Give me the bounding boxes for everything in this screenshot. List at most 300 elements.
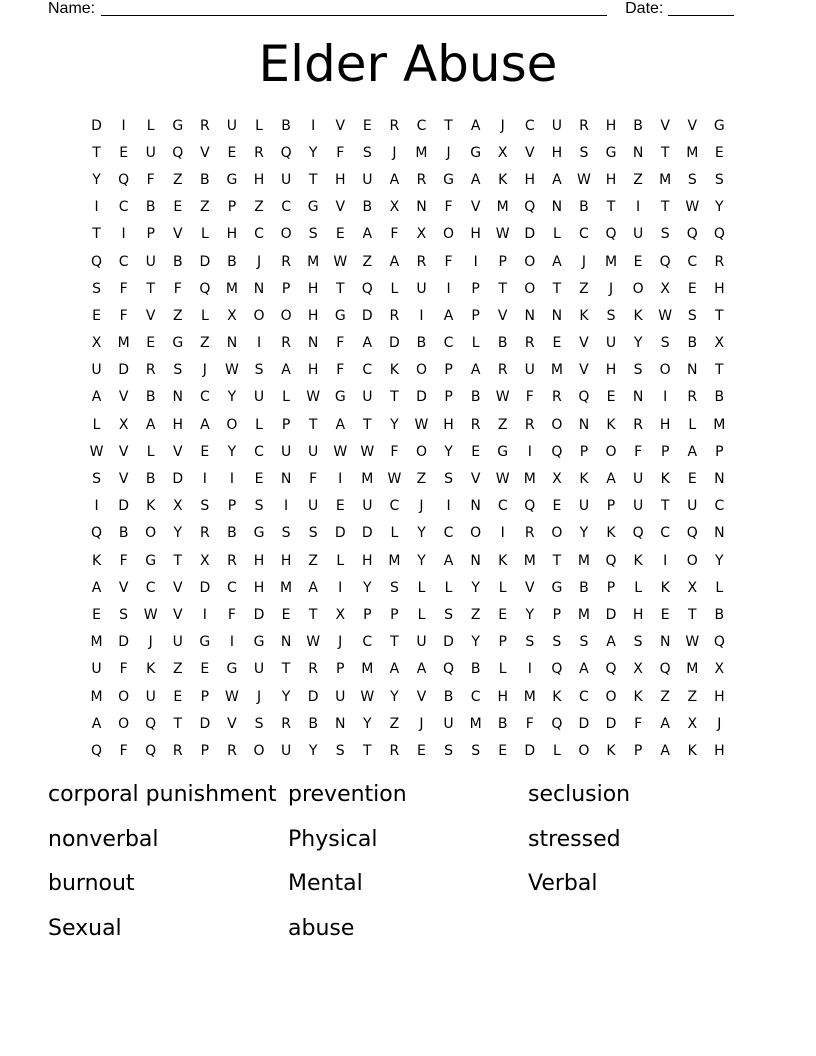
grid-letter: R [416, 171, 427, 188]
grid-letter: K [146, 661, 156, 678]
grid-letter: Z [362, 253, 373, 270]
grid-letter: Y [92, 171, 101, 188]
grid-letter: P [715, 443, 724, 460]
grid-letter: S [660, 226, 670, 243]
grid-letter: E [254, 471, 264, 488]
grid-letter: Y [579, 525, 589, 542]
grid-letter: V [118, 389, 129, 406]
grid-letter: U [145, 688, 156, 705]
grid-letter: M [469, 715, 482, 732]
grid-letter: F [390, 443, 399, 460]
grid-letter: E [200, 661, 210, 678]
grid-letter: S [525, 634, 535, 651]
grid-letter: F [336, 362, 345, 379]
grid-letter: M [415, 144, 428, 161]
grid-letter: M [659, 171, 672, 188]
grid-letter: I [256, 335, 262, 352]
grid-letter: H [714, 688, 725, 705]
grid-letter: D [578, 715, 590, 732]
grid-letter: H [605, 362, 617, 379]
grid-letter: X [91, 335, 102, 352]
grid-row [83, 465, 733, 492]
grid-letter: F [146, 171, 155, 188]
grid-letter: L [282, 389, 290, 406]
grid-letter: O [605, 443, 617, 460]
grid-letter: M [307, 253, 320, 270]
grid-letter: A [552, 171, 562, 188]
grid-letter: E [606, 389, 616, 406]
grid-letter: C [362, 634, 373, 651]
grid-letter: I [338, 579, 343, 596]
grid-letter: W [333, 253, 348, 270]
grid-letter: N [416, 199, 427, 216]
grid-letter: B [145, 199, 156, 216]
grid-letter: L [634, 579, 642, 596]
grid-letter: N [551, 199, 563, 216]
grid-letter: Y [715, 552, 724, 569]
grid-letter: A [145, 416, 156, 433]
grid-letter: F [444, 199, 453, 216]
grid-letter: I [311, 117, 316, 134]
grid-letter: L [552, 742, 561, 759]
grid-letter: U [145, 253, 156, 270]
grid-letter: B [362, 199, 373, 216]
grid-letter: G [443, 171, 454, 188]
grid-letter: H [253, 579, 265, 596]
grid-letter: R [714, 253, 725, 270]
grid-letter: K [552, 688, 562, 705]
grid-letter: P [281, 416, 291, 433]
grid-letter: B [633, 117, 643, 134]
grid-letter: D [199, 253, 211, 270]
grid-letter: M [117, 335, 130, 352]
grid-letter: Q [443, 661, 455, 678]
grid-letter: E [633, 253, 643, 270]
grid-letter: I [338, 471, 343, 488]
grid-letter: B [470, 389, 481, 406]
grid-letter: C [443, 525, 454, 542]
grid-letter: H [307, 362, 319, 379]
grid-letter: F [634, 715, 643, 732]
grid-letter: Y [281, 688, 291, 705]
grid-letter: W [225, 688, 239, 705]
grid-letter: Y [633, 335, 643, 352]
grid-letter: L [552, 226, 561, 243]
grid-letter: N [470, 498, 481, 515]
grid-letter: A [443, 307, 454, 324]
grid-letter: F [119, 661, 128, 678]
grid-letter: X [633, 661, 643, 678]
grid-letter: R [227, 742, 237, 759]
grid-letter: A [416, 661, 427, 678]
grid-letter: R [389, 307, 400, 324]
grid-letter: I [419, 307, 424, 324]
grid-letter: E [471, 443, 481, 460]
grid-letter: L [715, 579, 724, 596]
page-title: Elder Abuse [258, 35, 558, 93]
grid-letter: D [118, 498, 129, 515]
grid-letter: R [687, 389, 698, 406]
grid-letter: R [470, 416, 481, 433]
grid-letter: O [443, 226, 455, 243]
grid-letter: T [335, 280, 345, 297]
grid-letter: X [200, 552, 210, 569]
grid-letter: K [498, 552, 508, 569]
grid-letter: V [525, 144, 535, 161]
grid-letter: Y [173, 525, 183, 542]
grid-letter: E [714, 144, 724, 161]
grid-letter: V [172, 443, 183, 460]
grid-letter: H [307, 307, 319, 324]
grid-letter: T [552, 280, 562, 297]
grid-letter: R [227, 552, 237, 569]
grid-letter: G [605, 144, 617, 161]
grid-letter: N [172, 389, 184, 406]
grid-letter: R [524, 416, 535, 433]
grid-letter: V [227, 715, 237, 732]
grid-letter: B [227, 253, 237, 270]
grid-letter: S [92, 471, 101, 488]
grid-letter: F [336, 144, 345, 161]
grid-letter: K [633, 688, 643, 705]
grid-letter: N [714, 525, 725, 542]
grid-letter: K [606, 416, 616, 433]
grid-letter: E [552, 498, 562, 515]
grid-letter: C [416, 117, 427, 134]
grid-letter: Z [254, 199, 264, 216]
grid-letter: I [94, 498, 99, 515]
grid-letter: K [606, 525, 616, 542]
grid-letter: W [306, 634, 321, 651]
grid-letter: F [227, 606, 236, 623]
grid-letter: I [229, 634, 234, 651]
grid-letter: L [688, 416, 697, 433]
grid-row [83, 166, 733, 193]
grid-letter: P [363, 606, 372, 623]
grid-letter: M [523, 688, 536, 705]
grid-letter: Q [199, 280, 211, 297]
grid-letter: Q [118, 171, 130, 188]
grid-letter: M [90, 688, 103, 705]
grid-letter: J [256, 253, 262, 270]
grid-letter: Y [227, 389, 237, 406]
grid-letter: S [714, 171, 724, 188]
grid-letter: X [335, 606, 346, 623]
word-list-item: prevention [288, 782, 407, 807]
grid-letter: A [443, 552, 454, 569]
grid-letter: Z [633, 171, 643, 188]
grid-letter: Q [713, 634, 725, 651]
grid-letter: C [443, 335, 454, 352]
grid-letter: Q [91, 742, 103, 759]
grid-letter: E [173, 688, 183, 705]
grid-letter: Z [200, 335, 210, 352]
grid-letter: I [121, 117, 126, 134]
word-list-item: stressed [528, 826, 621, 852]
grid-row [83, 384, 733, 411]
grid-letter: R [281, 253, 291, 270]
grid-letter: T [390, 389, 399, 406]
grid-letter: H [551, 144, 563, 161]
grid-letter: R [552, 389, 562, 406]
grid-letter: V [118, 443, 129, 460]
grid-letter: H [226, 226, 238, 243]
grid-letter: W [143, 606, 158, 623]
grid-letter: I [663, 552, 668, 569]
grid-row [83, 411, 733, 438]
grid-letter: R [199, 525, 210, 542]
grid-letter: U [280, 742, 292, 759]
grid-letter: U [362, 498, 373, 515]
grid-letter: Q [551, 661, 563, 678]
grid-letter: Q [632, 525, 644, 542]
grid-letter: B [579, 199, 589, 216]
grid-letter: R [524, 335, 535, 352]
grid-letter: A [362, 335, 373, 352]
grid-letter: Z [687, 688, 698, 705]
grid-letter: P [471, 280, 480, 297]
grid-letter: L [498, 579, 507, 596]
grid-letter: C [389, 498, 400, 515]
grid-letter: P [579, 443, 589, 460]
word-list [48, 778, 768, 957]
grid-letter: D [416, 389, 427, 406]
grid-letter: P [281, 280, 291, 297]
grid-letter: G [226, 661, 238, 678]
grid-letter: U [253, 661, 265, 678]
grid-letter: G [253, 525, 265, 542]
grid-letter: F [390, 226, 399, 243]
grid-letter: P [390, 606, 399, 623]
grid-letter: T [498, 280, 507, 297]
grid-letter: L [498, 661, 507, 678]
grid-letter: Z [308, 552, 318, 569]
grid-letter: N [524, 307, 536, 324]
grid-letter: H [172, 416, 184, 433]
grid-letter: B [497, 715, 508, 732]
grid-letter: U [362, 389, 373, 406]
grid-letter: M [496, 199, 509, 216]
grid-letter: B [281, 117, 291, 134]
grid-letter: O [118, 688, 130, 705]
grid-letter: F [119, 742, 128, 759]
grid-letter: U [253, 389, 265, 406]
grid-letter: J [717, 715, 722, 732]
grid-row [83, 656, 733, 683]
grid-letter: Q [605, 226, 617, 243]
grid-letter: G [497, 443, 509, 460]
grid-letter: P [146, 226, 155, 243]
grid-letter: H [470, 226, 481, 243]
grid-letter: D [118, 634, 129, 651]
grid-letter: S [308, 525, 318, 542]
grid-letter: N [335, 715, 346, 732]
grid-letter: H [497, 688, 508, 705]
grid-letter: A [389, 253, 400, 270]
grid-letter: Z [389, 715, 400, 732]
grid-letter: P [336, 661, 345, 678]
grid-row [83, 112, 733, 139]
grid-letter: S [362, 144, 372, 161]
grid-letter: I [473, 253, 478, 270]
grid-letter: W [495, 389, 510, 406]
grid-letter: G [172, 335, 184, 352]
grid-letter: C [714, 498, 725, 515]
grid-letter: O [253, 307, 265, 324]
grid-letter: D [524, 226, 536, 243]
grid-letter: T [660, 144, 670, 161]
grid-letter: E [200, 443, 210, 460]
grid-letter: W [577, 171, 591, 188]
grid-letter: M [361, 471, 374, 488]
grid-letter: C [362, 362, 373, 379]
grid-letter: U [226, 117, 238, 134]
grid-letter: H [362, 552, 373, 569]
grid-letter: P [498, 253, 507, 270]
grid-letter: H [280, 552, 292, 569]
grid-letter: D [605, 606, 617, 623]
grid-row [83, 275, 733, 302]
grid-letter: Q [551, 443, 563, 460]
grid-letter: R [199, 117, 210, 134]
grid-letter: M [577, 552, 590, 569]
grid-row [83, 194, 733, 221]
grid-letter: C [118, 199, 129, 216]
grid-letter: V [335, 199, 346, 216]
grid-letter: E [281, 606, 291, 623]
grid-letter: E [92, 307, 101, 324]
word-list-item: abuse [288, 916, 355, 942]
grid-letter: D [172, 471, 184, 488]
grid-letter: J [419, 498, 424, 515]
grid-letter: M [90, 634, 103, 651]
grid-letter: C [687, 253, 698, 270]
grid-letter: Z [200, 199, 210, 216]
grid-letter: P [471, 307, 480, 324]
grid-letter: K [606, 742, 616, 759]
grid-letter: O [686, 552, 698, 569]
grid-letter: Q [145, 715, 157, 732]
grid-row [83, 629, 733, 656]
grid-letter: T [308, 416, 318, 433]
grid-letter: U [578, 498, 590, 515]
grid-letter: S [281, 525, 291, 542]
grid-letter: S [119, 606, 129, 623]
grid-letter: S [687, 171, 697, 188]
grid-letter: G [470, 144, 482, 161]
grid-letter: M [280, 579, 293, 596]
grid-letter: N [578, 416, 590, 433]
grid-letter: M [577, 606, 590, 623]
grid-letter: I [636, 199, 641, 216]
grid-letter: E [362, 117, 372, 134]
grid-letter: Q [659, 661, 671, 678]
grid-letter: V [660, 117, 670, 134]
grid-letter: Q [686, 226, 698, 243]
grid-letter: Q [605, 661, 617, 678]
grid-letter: O [524, 280, 536, 297]
grid-letter: V [470, 199, 481, 216]
grid-letter: Q [578, 389, 590, 406]
grid-letter: V [687, 117, 698, 134]
grid-letter: L [471, 335, 480, 352]
grid-letter: K [633, 307, 643, 324]
grid-letter: T [606, 199, 616, 216]
grid-letter: R [389, 742, 400, 759]
grid-letter: R [308, 661, 319, 678]
grid-letter: T [92, 144, 101, 161]
grid-row [83, 357, 733, 384]
grid-letter: B [416, 335, 427, 352]
word-list-item: Verbal [528, 871, 598, 897]
grid-letter: R [579, 117, 589, 134]
grid-letter: E [92, 606, 101, 623]
grid-letter: B [497, 335, 508, 352]
grid-letter: H [659, 416, 671, 433]
grid-letter: S [660, 335, 670, 352]
grid-letter: G [172, 117, 184, 134]
grid-letter: E [417, 742, 426, 759]
grid-letter: C [118, 253, 129, 270]
grid-letter: Y [390, 688, 399, 705]
grid-letter: Y [227, 443, 237, 460]
grid-letter: C [227, 579, 237, 596]
grid-letter: K [498, 171, 508, 188]
grid-letter: C [579, 226, 589, 243]
grid-letter: R [254, 144, 264, 161]
grid-letter: L [200, 307, 209, 324]
grid-letter: D [118, 362, 129, 379]
grid-row [83, 601, 733, 628]
grid-letter: N [226, 335, 238, 352]
grid-letter: D [443, 634, 454, 651]
grid-letter: F [119, 280, 128, 297]
grid-letter: N [280, 471, 292, 488]
grid-letter: K [660, 471, 670, 488]
grid-letter: B [200, 171, 210, 188]
grid-letter: P [444, 389, 453, 406]
grid-letter: X [660, 280, 670, 297]
grid-letter: A [579, 661, 589, 678]
grid-letter: W [333, 443, 348, 460]
word-list-item: Mental [288, 871, 363, 897]
grid-row [83, 248, 733, 275]
grid-letter: V [172, 606, 183, 623]
grid-letter: F [119, 307, 128, 324]
grid-letter: H [524, 171, 536, 188]
grid-letter: M [523, 471, 536, 488]
grid-letter: K [389, 362, 399, 379]
grid-letter: B [470, 661, 481, 678]
grid-letter: P [606, 498, 616, 515]
grid-letter: D [361, 525, 373, 542]
name-date-line [48, 0, 748, 20]
grid-letter: W [658, 307, 673, 324]
grid-letter: N [253, 280, 265, 297]
grid-row [83, 737, 733, 764]
grid-letter: T [92, 226, 101, 243]
grid-letter: X [172, 498, 183, 515]
grid-row [83, 139, 733, 166]
grid-row [83, 438, 733, 465]
grid-letter: W [360, 688, 375, 705]
grid-letter: A [687, 443, 698, 460]
grid-letter: T [660, 498, 670, 515]
grid-letter: D [199, 715, 211, 732]
grid-letter: G [307, 199, 319, 216]
grid-row [83, 302, 733, 329]
grid-letter: U [280, 171, 292, 188]
